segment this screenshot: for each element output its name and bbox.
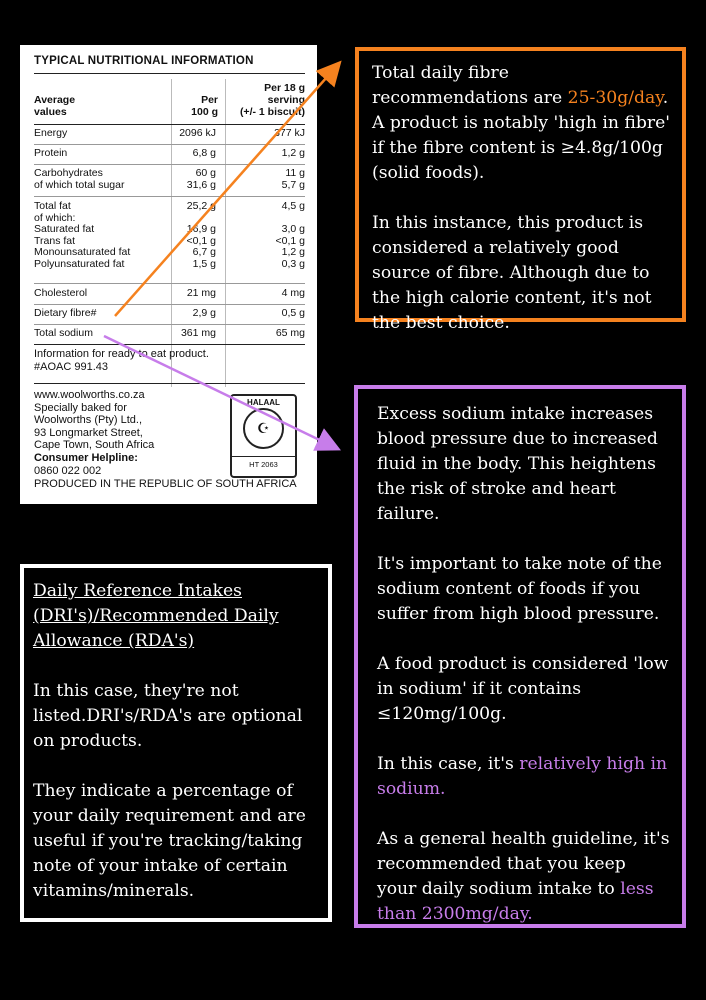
sodium-paragraph-5 xyxy=(377,827,670,927)
text: As a general health guideline, it's recommended that you keep your daily sodium intake to xyxy=(377,829,670,899)
nutrient-serving: 0,5 g xyxy=(281,307,305,319)
nutrient-serving: 11 g 5,7 g xyxy=(281,167,305,191)
crescent-icon: ☪ xyxy=(257,420,270,436)
fibre-paragraph-1 xyxy=(372,61,670,186)
helpline-label: Consumer Helpline: xyxy=(34,452,138,464)
helpline-number: 0860 022 002 xyxy=(34,465,102,477)
fibre-arrow xyxy=(115,68,335,316)
nutrient-serving: 4 mg xyxy=(281,287,305,299)
sodium-paragraph-2: It's important to take note of the sodium content of foods if you suffer from high blood pressure. xyxy=(377,554,662,624)
nutrient-name: Total sodium xyxy=(34,327,93,339)
nutrient-name: Cholesterol xyxy=(34,287,88,299)
dri-paragraph-1: In this case, they're not listed.DRI's/RDA's are optional on products. xyxy=(33,681,303,751)
nutrient-name: Carbohydrates of which total sugar xyxy=(34,167,125,191)
nutrient-serving: 1,2 g xyxy=(281,147,305,159)
text: In this case, it's xyxy=(377,754,520,774)
sodium-limit-highlight: less than 2300mg/day. xyxy=(377,879,654,924)
nutrient-per100: 25,2 16,9 g <0,1 g 6,7 g 1,5 g xyxy=(186,200,216,270)
dri-heading: Daily Reference Intakes (DRI's)/Recommended Daily Allowance (RDA's) xyxy=(33,581,279,651)
sodium-info-box xyxy=(354,385,686,928)
nutrient-per100: 2,9 g xyxy=(192,307,216,319)
header-per-100g: Per 100 g xyxy=(191,94,218,118)
text: . A product is notably 'high in fibre' if the fibre content is ≥4.8g/100g (solid foods). xyxy=(372,88,670,183)
fibre-info-box xyxy=(355,47,686,333)
seal-top-text: HALAAL xyxy=(247,398,280,407)
sodium-arrow xyxy=(104,336,332,446)
label-note: Information for ready eat product. #AOAC 991.43 xyxy=(34,348,209,373)
nutrient-serving: 65 mg xyxy=(275,327,305,339)
dri-paragraph-2: They indicate a percentage of your daily requirement and are useful if you're tracking/taking note of your intake of certain vitamins/minerals. xyxy=(33,781,306,901)
nutrient-per100: 21 mg xyxy=(186,287,216,299)
text: Total daily fibre recommendations are xyxy=(372,63,568,108)
nutrient-name: Dietary fibre# xyxy=(34,307,97,319)
nutrient-per100: 361 mg xyxy=(180,327,216,339)
sodium-highlight: relatively high in sodium. xyxy=(377,754,668,799)
label-address: www.woolworths.co.za Specially baked for Woolworths (Pty) Ltd., 93 Longmarket Street, Cape Town, South Africa xyxy=(34,389,155,451)
origin-text: PRODUCED IN THE REPUBLIC OF SOUTH AFRICA xyxy=(34,478,297,490)
nutrient-per100: 6,8 g xyxy=(192,147,216,159)
seal-code: HT 2063 xyxy=(232,456,295,469)
nutrient-name: Total fat of which: Saturated fat Trans fat Monounsaturated fat Polyunsaturated fat xyxy=(34,200,131,270)
label-title: TYPICAL NUTRITIONAL INFORMATION xyxy=(34,55,254,67)
sodium-paragraph-3: A food product is considered 'low in sodium' if it contains ≤120mg/100g. xyxy=(377,654,669,724)
fibre-highlight: 25-30g/day xyxy=(567,88,663,108)
nutrient-name: Protein xyxy=(34,147,68,159)
nutrient-serving: 377 kJ xyxy=(274,127,305,139)
sodium-paragraph-1: Excess sodium intake increases blood pressure due to increased fluid in the body. This heightens the risk of stroke and heart failure. xyxy=(377,404,658,524)
sodium-paragraph-4 xyxy=(377,752,670,802)
header-average-values: Average values xyxy=(34,94,76,118)
nutrient-per100: 2096 kJ xyxy=(179,127,216,139)
nutrient-name: Energy xyxy=(34,127,68,139)
dri-info-box xyxy=(20,564,332,922)
fibre-paragraph-2: In this instance, this product is considered a relatively good source of fibre. Although due to the high calorie content, it's not the best choice. xyxy=(372,213,652,333)
header-per-serving: Per 18 g serving (+/- 1 biscuit) xyxy=(239,82,305,118)
nutrient-per100: 60 g 31,6 g xyxy=(186,167,216,191)
nutrient-serving: 4,5 g 3,0 g <0,1 g 1,2 g 0,3 g xyxy=(275,200,305,270)
